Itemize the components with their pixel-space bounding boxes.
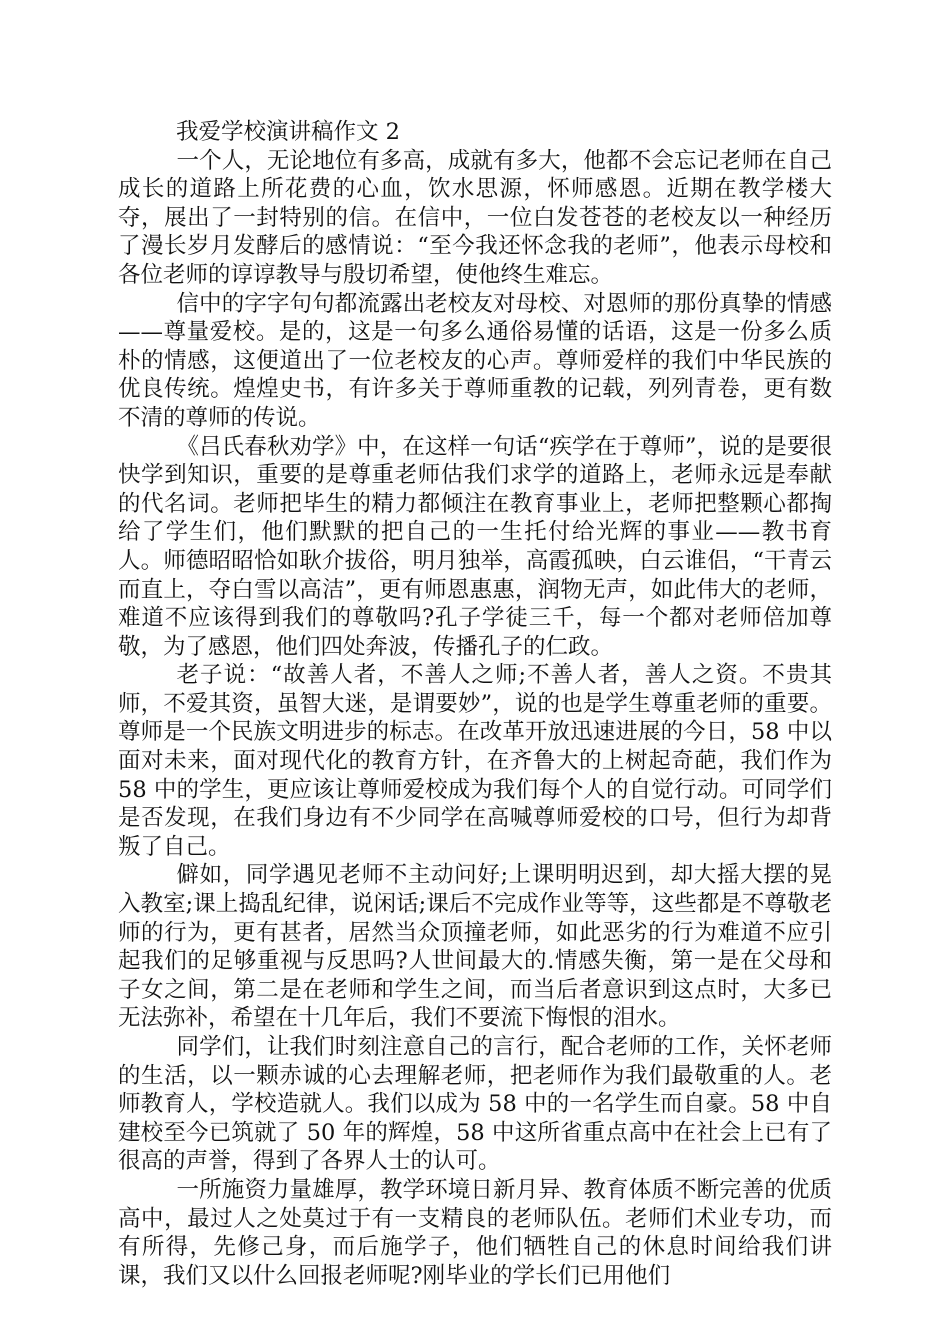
document-title: 我爱学校演讲稿作文 2 — [176, 119, 400, 145]
paragraph-1: 一个人，无论地位有多高，成就有多大，他都不会忘记老师在自己成长的道路上所花费的心血，饮水思源，怀师感恩。近期在教学楼大夺，展出了一封特别的信。在信中，一位白发苍苍的老校友以一种经历了漫长岁月发酵后的感情说：“至今我还怀念我的老师”，他表示母校和各位老师的谆谆教导与殷切希望，使他终生难忘。 — [118, 147, 832, 288]
paragraph-4: 老子说：“故善人者，不善人之师;不善人者，善人之资。不贵其师，不爱其资，虽智大迷，是谓要妙”，说的也是学生尊重老师的重要。尊师是一个民族文明进步的标志。在改革开放迅速进展的今日，58 中以面对未来，面对现代化的教育方针，在齐鲁大的上树起奇葩，我们作为 58 中的学生，更应该让尊师爱校成为我们每个人的自觉行动。可同学们是否发现，在我们身边有不少同学在高喊尊师爱校的口号，但行为却背叛了自己。 — [118, 662, 832, 860]
paragraph-7: 一所施资力量雄厚，教学环境日新月异、教育体质不断完善的优质高中，最过人之处莫过于有一支精良的老师队伍。老师们术业专功，而有所得，先修己身，而后施学子，他们牺牲自己的休息时间给我们讲课，我们又以什么回报老师呢?刚毕业的学长们已用他们 — [118, 1176, 832, 1289]
paragraph-6: 同学们，让我们时刻注意自己的言行，配合老师的工作，关怀老师的生活，以一颗赤诚的心去理解老师，把老师作为我们最敬重的人。老师教育人，学校造就人。我们以成为 58 中的一名学生而自豪。58 中自建校至今已筑就了 50 年的辉煌，58 中这所省重点高中在社会上已有了很高的声誉，得到了各界人士的认可。 — [118, 1034, 832, 1175]
paragraph-2: 信中的字字句句都流露出老校友对母校、对恩师的那份真挚的情感——尊量爱校。是的，这是一句多么通俗易懂的话语，这是一份多么质朴的情感，这便道出了一位老校友的心声。尊师爱样的我们中华民族的优良传统。煌煌史书，有许多关于尊师重教的记载，列列青卷，更有数不清的尊师的传说。 — [118, 290, 832, 431]
paragraph-5: 僻如，同学遇见老师不主动问好;上课明明迟到，却大摇大摆的晃入教室;课上捣乱纪律，说闲话;课后不完成作业等等，这些都是不尊敬老师的行为，更有甚者，居然当众顶撞老师，如此恶劣的行为难道不应引起我们的足够重视与反思吗?人世间最大的.情感失衡，第一是在父母和子女之间，第二是在老师和学生之间，而当后者意识到这点时，大多已无法弥补，希望在十几年后，我们不要流下悔恨的泪水。 — [118, 862, 832, 1032]
paragraph-3: 《吕氏春秋劝学》中，在这样一句话“疾学在于尊师”，说的是要很快学到知识，重要的是尊重老师估我们求学的道路上，老师永远是奉献的代名词。老师把毕生的精力都倾注在教育事业上，老师把整颗心都掏给了学生们，他们默默的把自己的一生托付给光辉的事业——教书育人。师德昭昭恰如耿介拔俗，明月独举，高霞孤映，白云谁侣，“干青云而直上，夺白雪以高洁”，更有师恩惠惠，润物无声，如此伟大的老师，难道不应该得到我们的尊敬吗?孔子学徒三千，每一个都对老师倍加尊敬，为了感恩，他们四处奔波，传播孔子的仁政。 — [118, 433, 832, 660]
document-body — [118, 118, 832, 1290]
